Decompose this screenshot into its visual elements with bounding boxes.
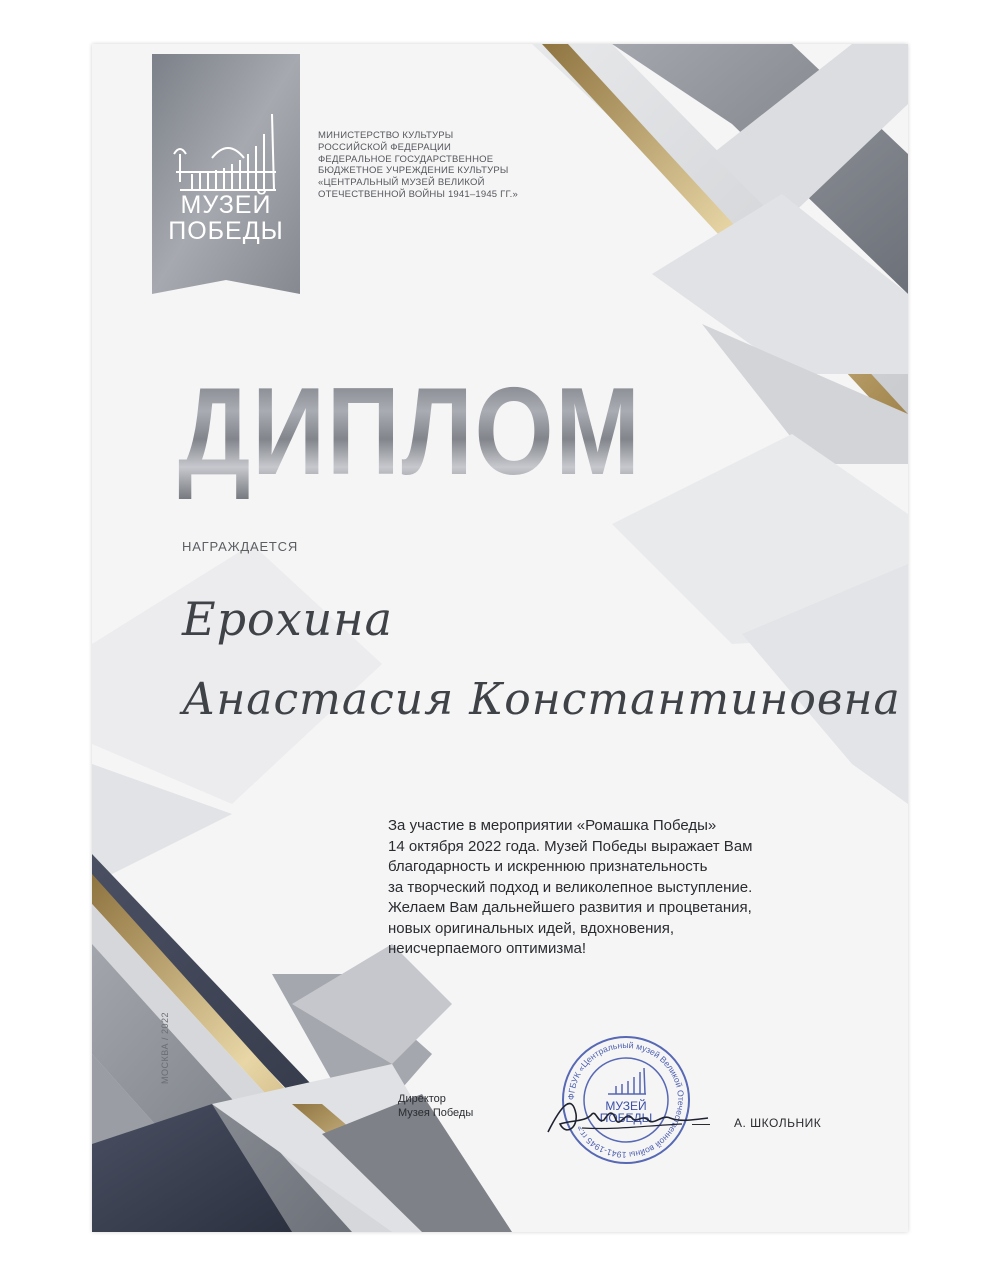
ministry-line: ФЕДЕРАЛЬНОЕ ГОСУДАРСТВЕННОЕ [318,153,494,165]
awarded-label: НАГРАЖДАЕТСЯ [182,539,299,554]
recipient-surname: Ерохина [182,592,394,646]
body-line: новых оригинальных идей, вдохновения, [388,919,675,937]
recipient-given-names: Анастасия Константиновна [182,674,901,725]
ministry-line: БЮДЖЕТНОЕ УЧРЕЖДЕНИЕ КУЛЬТУРЫ [318,165,509,177]
ministry-line: МИНИСТЕРСТВО КУЛЬТУРЫ [318,130,454,141]
svg-text:ПОБЕДЫ: ПОБЕДЫ [599,1111,653,1125]
director-title: Директор Музея Победы [398,1093,474,1119]
diploma-title: ДИПЛОМ [178,363,642,501]
svg-text:ФГБУК «Центральный музей Велик: ФГБУК «Центральный музей Великой Отечественной войны 1941-1945 гг.» [565,1039,687,1161]
body-line: Желаем Вам дальнейшего развития и процветания, [388,899,752,916]
ministry-line: «ЦЕНТРАЛЬНЫЙ МУЗЕЙ ВЕЛИКОЙ [318,177,485,189]
diploma-sheet [92,44,908,1232]
museum-logo-text: МУЗЕЙ ПОБЕДЫ [168,191,284,245]
diploma-body-text [388,816,828,960]
director-signature [542,1084,712,1144]
body-line: За участие в мероприятии «Ромашка Победы» [388,817,717,834]
ministry-line: РОССИЙСКОЙ ФЕДЕРАЦИИ [318,141,452,153]
svg-text:МУЗЕЙ: МУЗЕЙ [605,1099,647,1113]
ministry-header [318,130,578,201]
body-line: за творческий подход и великолепное выступление. [388,878,753,896]
director-name: А. ШКОЛЬНИК [734,1116,822,1130]
body-line: неисчерпаемого оптимизма! [388,940,587,957]
body-line: благодарность и искреннюю признательность [388,858,708,875]
signature-dash [692,1124,710,1125]
city-year: МОСКВА / 2022 [160,1012,170,1084]
body-line: 14 октября 2022 года. Музей Победы выражает Вам [388,837,753,855]
ministry-line: ОТЕЧЕСТВЕННОЙ ВОЙНЫ 1941–1945 ГГ.» [318,188,518,200]
museum-logo [152,54,300,306]
